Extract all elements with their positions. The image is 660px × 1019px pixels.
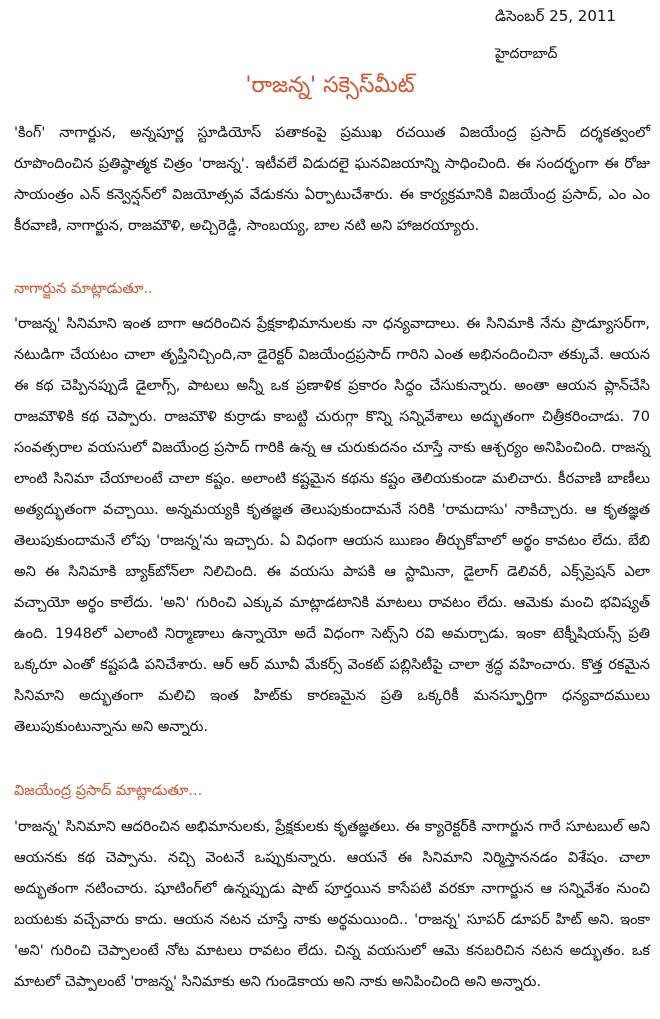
nagarjuna-heading: నాగార్జున మాట్లాడుతూ.. — [14, 281, 153, 297]
vijayendra-heading: విజయేంద్ర ప్రసాద్ మాట్లాడుతూ... — [14, 783, 203, 799]
intro-paragraph: 'కింగ్' నాగార్జున, అన్నపూర్ణ స్టూడియోస్ పతాకంపై ప్రముఖ రచయిత విజయేంద్ర ప్రసాద్ దర్శకత్వంలో రూపొందించిన ప్రతిష్ఠాత్మక చిత్రం 'రాజన్న'. ఇటీవలే విడుదలై ఘనవిజయాన్ని సాధించింది. ఈ సందర్భంగా ఈ రోజు సాయంత్రం ఎన్ కన్వెన్షన్‌లో విజయోత్సవ వేడుకను ఏర్పాటుచేశారు. ఈ కార్యక్రమానికి విజయేంద్ర ప్రసాద్, ఎం ఎం కీరవాణి, నాగార్జున, రాజమౌళి, అచ్చిరెడ్డి, సాంబయ్య, బాల నటి అని హాజరయ్యారు. — [14, 125, 650, 234]
vijayendra-paragraph: 'రాజన్న' సినిమాని ఆదరించిన అభిమానులకు, ప్రేక్షకులకు కృతజ్ఞతలు. ఈ క్యారెక్టర్‌కి నాగార్జున గారే సూటబుల్ అని ఆయనకు కథ చెప్పాను. నచ్చి వెంటనే ఒప్పుకున్నారు. ఆయనే ఈ సినిమాని నిర్మిస్తాననడం విశేషం. చాలా అద్భుతంగా నటించారు. షూటింగ్‌లో ఉన్నప్పుడు షాట్ పూర్తయిన కాసేపటి వరకూ నాగార్జున ఆ సన్నివేశం నుంచి బయటకు వచ్చేవారు కాదు. ఆయన నటన చూస్తే నాకు అర్థమయింది.. 'రాజన్న' సూపర్ డూపర్ హిట్ అని. ఇంకా 'అని' గురించి చెప్పాలంటే నోట మాటలు రావటం లేదు. చిన్న వయసులో ఆమె కనబరిచిన నటన అద్భుతం. ఒక మాటలో చెప్పాలంటే 'రాజన్న' సినిమాకు అని గుండెకాయ అని నాకు అనిపించింది అని అన్నారు. — [14, 819, 650, 990]
article-title: 'రాజన్న' సక్సెస్‌మీట్ — [245, 73, 415, 98]
article-place: హైదరాబాద్ — [495, 46, 558, 62]
nagarjuna-paragraph: 'రాజన్న' సినిమాని ఇంత బాగా ఆదరించిన ప్రేక్షకాభిమానులకు నా ధన్యవాదాలు. ఈ సినిమాకి నేను ప్రొడ్యూసర్‌గా, నటుడిగా చేయటం చాలా తృప్తినిచ్చింది,నా డైరెక్టర్ విజయేంద్రప్రసాద్ గారిని ఎంత అభినందించినా తక్కువే. ఆయన ఈ కథ చెప్పినప్పుడే డైలాగ్స్, పాటలు అన్నీ ఒక ప్రణాళిక ప్రకారం సిద్ధం చేసుకున్నారు. అంతా ఆయన ప్లాన్‌చేసి రాజమౌళికి కథ చెప్పారు. రాజమౌళి కుర్రాడు కాబట్టి చురుగ్గా కొన్ని సన్నివేశాలు అద్భుతంగా చిత్రీకరించాడు. 70 సంవత్సరాల వయసులో విజయేంద్ర ప్రసాద్ గారికి ఉన్న ఆ చురుకుదనం చూస్తే నాకు ఆశ్చర్యం అనిపించింది. రాజన్న లాంటి సినిమా చేయాలంటే చాలా కష్టం. అలాంటి కష్టమైన కథను కష్టం తెలియకుండా మలిచారు. కీరవాణి బాణీలు అత్యద్భుతంగా వచ్చాయి. అన్నమయ్యకి కృతజ్ఞత తెలుపుకుందామనే సరికి 'రామదాసు' నాకిచ్చారు. ఆ కృతజ్ఞత తెలుపుకుందామనే లోపు 'రాజన్న'ను ఇచ్చారు. ఏ విధంగా ఆయన ఋణం తీర్చుకోవాలో అర్థం కావటం లేదు. బేబి అని ఈ సినిమాకి బ్యాక్‌బోన్‌లా నిలిచింది. ఈ వయసు పాపకి ఆ స్టామినా, డైలాగ్ డెలివరీ, ఎక్స్‌ప్రెషన్ ఎలా వచ్చాయో అర్థం కాలేదు. 'అని' గురించి ఎక్కువ మాట్లాడటానికి మాటలు రావటం లేదు. ఆమెకు మంచి భవిష్యత్ ఉంది. 1948లో ఎలాంటి నిర్మాణాలు ఉన్నాయో అదే విధంగా సెట్స్‌ని రవి అమర్చాడు. ఇంకా టెక్నీషియన్స్ ప్రతి ఒక్కరూ ఎంతో కష్టపడి పనిచేశారు. ఆర్ ఆర్ మూవీ మేకర్స్ వెంకట్ పబ్లిసిటీపై చాలా శ్రద్ధ వహించారు. కొత్త రకమైన సినిమాని అద్భుతంగా మలిచి ఇంత హిట్‌కు కారణమైన ప్రతి ఒక్కరికీ మనస్ఫూర్తిగా ధన్యవాదములు తెలుపుకుంటున్నాను అని అన్నారు. — [14, 316, 650, 735]
article-date: డిసెంబర్ 25, 2011 — [495, 7, 616, 25]
